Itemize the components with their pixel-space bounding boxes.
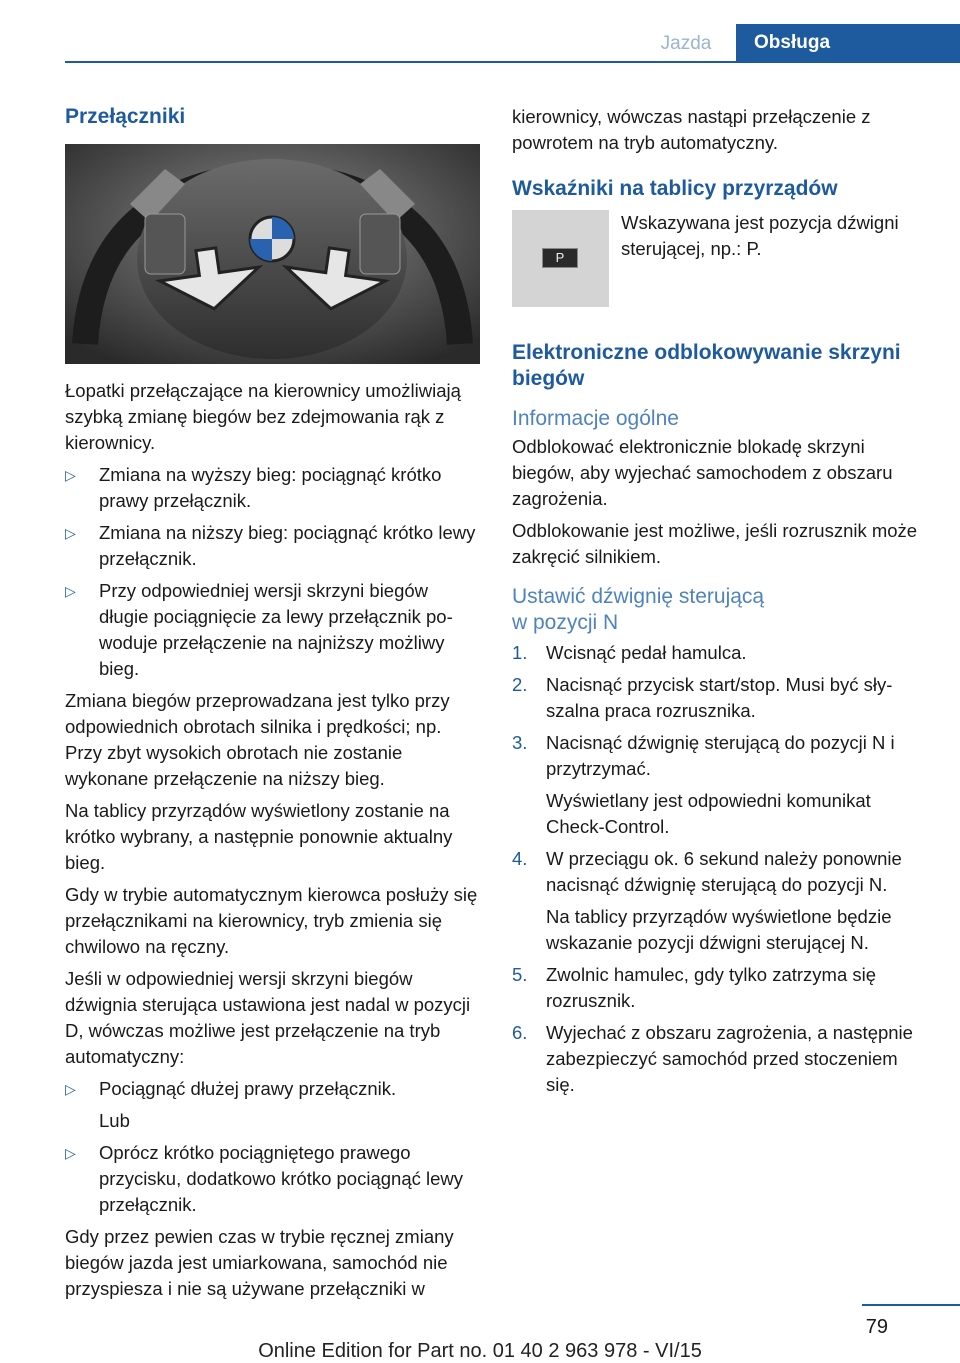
step-item	[512, 1020, 928, 1098]
gear-display-box	[542, 248, 578, 268]
right-column	[512, 104, 928, 1104]
header-section-tab[interactable]: Jazda	[660, 33, 712, 54]
step-note: Na tablicy przyrządów wyświetlone będzie wskazanie pozycji dźwigni sterującej N.	[546, 906, 892, 953]
step-number: 3.	[512, 732, 528, 753]
bullet-item	[65, 520, 481, 572]
page-number: 79	[865, 1316, 888, 1338]
header-rule	[65, 61, 960, 63]
triangle-bullet-icon: ▷	[65, 583, 76, 599]
indicator-row	[512, 210, 928, 308]
step-text: Nacisnąć przycisk start/stop. Musi być słyszalna praca rozrusznika.	[546, 674, 893, 721]
header-active-tab[interactable]: Obsługa	[736, 24, 960, 62]
bullet-item	[65, 1140, 481, 1218]
paragraph: Odblokować elektronicznie blokadę skrzyni biegów, aby wyjechać samochodem z obszaru zagrożenia.	[512, 436, 893, 509]
step-item	[512, 846, 928, 898]
section-heading-indicators: Wskaźniki na tablicy przyrządów	[512, 177, 838, 200]
paragraph: Gdy w trybie automatycznym kierowca posłuży się przełącznikami na kierownicy, tryb zmienia się chwilowo na ręczny.	[65, 884, 478, 957]
step-note: Wyświetlany jest odpowiedni komunikat Check-Control.	[546, 790, 871, 837]
left-column	[65, 104, 481, 1308]
step-text: Nacisnąć dźwignię sterującą do pozycji N i przytrzymać.	[546, 732, 895, 779]
paragraph: Odblokowanie jest możliwe, jeśli rozrusznik może zakręcić silnikiem.	[512, 520, 918, 567]
step-item	[512, 640, 928, 666]
step-item	[512, 672, 928, 724]
steering-wheel-image	[65, 144, 480, 364]
bullet-text: Przy odpowiedniej wersji skrzyni biegów długie pociągnięcie za lewy przełącznik powoduje przełączenie na najniższy możliwy bieg.	[99, 580, 453, 679]
step-text: W przeciągu ok. 6 sekund należy ponownie nacisnąć dźwignię sterującą do pozycji N.	[546, 848, 902, 895]
intro-paragraph: Łopatki przełączające na kierownicy umożliwiają szybką zmianę biegów bez zdejmowania rąk z kierownicy.	[65, 380, 461, 453]
gear-letter: P	[555, 250, 565, 265]
step-item	[512, 962, 928, 1014]
footer-rule	[862, 1304, 960, 1306]
bullet-text: Zmiana na niższy bieg: pociągnąć krótko lewy przełącznik.	[99, 522, 476, 569]
triangle-bullet-icon: ▷	[65, 467, 76, 483]
subheading-line: Ustawić dźwignię sterującą	[512, 585, 765, 608]
subheading-set-lever	[512, 584, 928, 636]
footer-edition: Online Edition for Part no. 01 40 2 963 978 - VI/15	[258, 1340, 702, 1362]
bullet-item	[65, 462, 481, 514]
subheading-general-info: Informacje ogólne	[512, 407, 679, 430]
step-text: Wcisnąć pedał hamulca.	[546, 642, 747, 663]
step-number: 1.	[512, 642, 528, 663]
triangle-bullet-icon: ▷	[65, 1081, 76, 1097]
triangle-bullet-icon: ▷	[65, 1145, 76, 1161]
section-heading-unlock: Elektroniczne odblokowywanie skrzyni biegów	[512, 341, 901, 390]
step-text: Zwolnic hamulec, gdy tylko zatrzyma się rozrusznik.	[546, 964, 877, 1011]
bullet-text: Pociągnąć dłużej prawy przełącznik.	[99, 1078, 397, 1099]
step-number: 2.	[512, 674, 528, 695]
bullet-item	[65, 1076, 481, 1102]
triangle-bullet-icon: ▷	[65, 525, 76, 541]
bullet-text: Oprócz krótko pociągniętego prawego przycisku, dodatkowo krótko pociągnąć lewy przełącznik.	[99, 1142, 464, 1215]
step-text: Wyjechać z obszaru zagrożenia, a następnie zabezpieczyć samochód przed stoczeniem się.	[546, 1022, 913, 1095]
bullet-subtext: Lub	[99, 1110, 130, 1131]
subheading-line: w pozycji N	[512, 611, 619, 634]
step-number: 6.	[512, 1022, 528, 1043]
bullet-item	[65, 578, 481, 682]
indicator-text: Wskazywana jest pozycja dźwigni sterującej, np.: P.	[621, 212, 899, 259]
steering-wheel-illustration	[65, 144, 480, 364]
step-number: 4.	[512, 848, 528, 869]
paragraph: Na tablicy przyrządów wyświetlony zostanie na krótko wybrany, a następnie ponownie aktualny bieg.	[65, 800, 453, 873]
step-item	[512, 730, 928, 782]
paragraph: Gdy przez pewien czas w trybie ręcznej zmiany biegów jazda jest umiarkowana, samochód nie przyspiesza i nie są używane przełączniki w	[65, 1226, 454, 1299]
paragraph-continued: kierownicy, wówczas nastąpi przełączenie z powrotem na tryb automatyczny.	[512, 106, 871, 153]
paragraph: Jeśli w odpowiedniej wersji skrzyni biegów dźwignia sterująca ustawiona jest nadal w pozycji D, wówczas możliwe jest przełączenie na tryb automatyczny:	[65, 968, 471, 1067]
gear-display-image	[512, 210, 609, 307]
bullet-text: Zmiana na wyższy bieg: pociągnąć krótko prawy przełącznik.	[99, 464, 442, 511]
step-number: 5.	[512, 964, 528, 985]
section-heading-switches: Przełączniki	[65, 105, 186, 128]
paragraph: Zmiana biegów przeprowadzana jest tylko przy odpowiednich obrotach silnika i prędkości; np. Przy zbyt wysokich obrotach nie zostanie wykonane przełączenie na niższy bieg.	[65, 690, 450, 789]
